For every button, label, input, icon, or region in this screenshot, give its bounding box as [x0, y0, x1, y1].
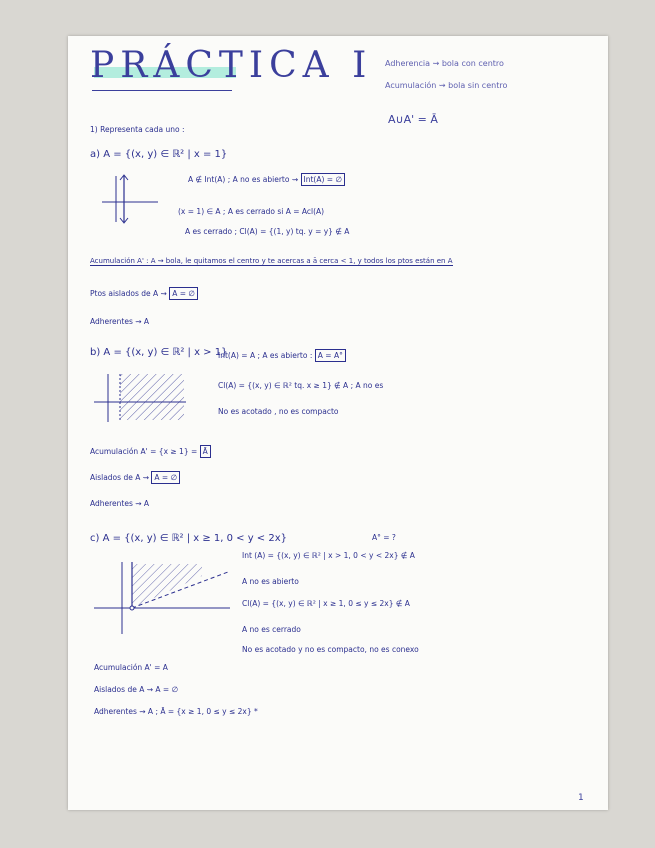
section-b-graph: [92, 370, 188, 426]
section-c-isolated: Aislados de A ⇝ A = ∅: [94, 685, 179, 694]
section-b-isolated: [90, 474, 180, 482]
section-a-int-box: Int(A) = ∅: [301, 173, 345, 186]
section-b-int-text: Int(A) = A ; A es abierto :: [218, 351, 313, 360]
section-a-int-text: A ∉ Int(A) ; A no es abierto ⇝: [188, 175, 299, 184]
title-underline: [92, 90, 232, 91]
section-b-isolated-box: A = ∅: [151, 471, 180, 484]
page-title: PRÁCTICA I: [90, 45, 373, 86]
section-b-definition: b) A = {(x, y) ∈ ℝ² | x > 1}: [90, 347, 228, 358]
section-b-int-box: A = A°: [315, 349, 346, 362]
section-a-definition: a) A = {(x, y) ∈ ℝ² | x = 1}: [90, 149, 228, 160]
section-a-isolated: [90, 290, 198, 298]
section-a-accumulation: Acumulación A' : A ⇝ bola, le quitamos el centro y te acercas a ā cerca < 1, y todos los ptos están en A: [90, 257, 453, 265]
section-c-adherent: Adherentes ⇝ A ; Ā = {x ≥ 1, 0 ≤ y ≤ 2x} *: [94, 707, 258, 716]
section-a-isolated-box: A = ∅: [169, 287, 198, 300]
section-c-accumulation: Acumulación A' = A: [94, 663, 168, 672]
header-adherencia: Adherencia ⇝ bola con centro: [385, 59, 504, 68]
section-b-accumulation: [90, 448, 211, 456]
page-number: 1: [578, 793, 584, 803]
section-a-adherent: Adherentes ⇝ A: [90, 317, 150, 326]
section-c-definition: c) A = {(x, y) ∈ ℝ² | x ≥ 1, 0 < y < 2x}: [90, 533, 288, 544]
section-a-int: [188, 176, 345, 184]
header-acumulacion: Acumulación ⇝ bola sin centro: [385, 81, 508, 90]
section-b-adherent: Adherentes ⇝ A: [90, 499, 150, 508]
section-b-accumulation-box: Ā: [200, 445, 211, 458]
section-a-closure: A es cerrado ; Cl(A) = {(1, y) tq. y = y} ∉ A: [185, 227, 350, 236]
intro-text: 1) Representa cada uno :: [90, 125, 185, 134]
section-b-isolated-text: Aislados de A ⇝: [90, 473, 150, 482]
section-c-graph: [92, 558, 232, 638]
section-c-closed: A no es cerrado: [242, 625, 301, 634]
section-c-open: A no es abierto: [242, 577, 299, 586]
section-a-graph: [98, 172, 162, 226]
section-a-closed: (x = 1) ∈ A ; A es cerrado si A = Acl(A): [178, 207, 325, 216]
header-formula: A∪A' = Ā: [388, 113, 438, 126]
section-b-int: [218, 352, 346, 360]
section-c-closure: Cl(A) = {(x, y) ∈ ℝ² | x ≥ 1, 0 ≤ y ≤ 2x} ∉ A: [242, 599, 410, 608]
section-c-bounded: No es acotado y no es compacto, no es conexo: [242, 645, 419, 654]
section-a-isolated-text: Ptos aislados de A ⇝: [90, 289, 167, 298]
section-c-int: Int (A) = {(x, y) ∈ ℝ² | x > 1, 0 < y < 2x} ∉ A: [242, 551, 415, 560]
section-c-aside: A° = ?: [372, 533, 396, 542]
section-b-accumulation-text: Acumulación A' = {x ≥ 1} =: [90, 447, 198, 456]
section-b-closure: Cl(A) = {(x, y) ∈ ℝ² tq. x ≥ 1} ∉ A ; A no es: [218, 381, 384, 390]
section-b-bounded: No es acotado , no es compacto: [218, 407, 339, 416]
